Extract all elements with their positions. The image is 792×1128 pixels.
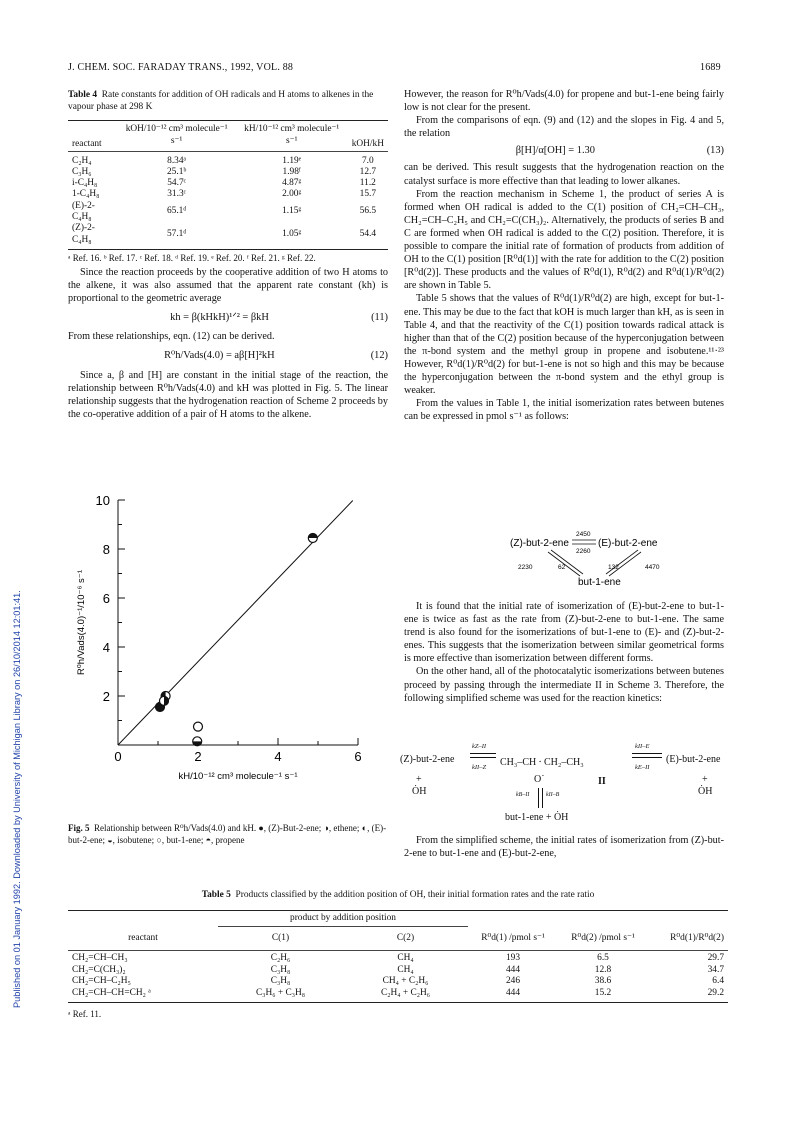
arrow [632,753,662,754]
table4-header: kOH/kH [351,139,384,150]
table-cell: 444 [505,987,521,998]
paragraph: From the reaction mechanism in Scheme 1, the product of series A is formed when OH radical is added to the C(1) position of CH₂=CH–CH₃, CH₂=CH–C₂H₅ and CH₂=C(CH₃)₂. Alternatively, the products of series B and C are formed when OH radical is added to the C(2) position. Therefore, it is possible to compare the initial rate of formation of products from addition of OH to the C(1) position [R⁰d(1)] with the rate for addition to the C(2) position [R⁰d(2)]. These products and the values of R⁰d(1), R⁰d(2) and R⁰d(1)/R⁰d(2) are shown in Table 5. [404,188,724,292]
table-cell: 4.87ᵍ [282,178,302,189]
table4-footnote: ᵃ Ref. 16. ᵇ Ref. 17. ᶜ Ref. 18. ᵈ Ref. 19. ᵉ Ref. 20. ᶠ Ref. 21. ᵍ Ref. 22. [68,252,316,263]
table5 [68,890,728,1021]
data-point-isobutene [308,533,317,542]
table4-grid [68,121,388,246]
paragraph: From these relationships, eqn. (12) can be derived. [68,331,275,343]
table-cell: C₂H₄ [72,155,92,166]
y-axis-label: R⁰h/Vads(4.0)⁻¹/10⁻⁶ s⁻¹ [76,570,87,675]
arrow [632,757,662,758]
table-cell: 29.7 [707,953,724,963]
table-cell: CH₂=CH–CH=CH₂ ᵃ [72,987,151,998]
table-cell: (Z)-2-C₄H₈ [72,223,95,245]
rate-constant: kE–II [635,764,650,771]
table-cell: 8.34ᵃ [167,155,187,166]
table-row [68,167,388,178]
table5-header: R⁰d(1)/R⁰d(2) [670,932,724,943]
equation-number: (11) [371,312,388,324]
y-tick-label: 10 [95,493,110,508]
rate-e-to-b: 4470 [645,564,660,571]
table-cell: CH₄ + C₂H₆ [382,976,429,986]
table-cell: C₂H₆ [270,953,291,963]
table-cell: CH₂=C(CH₃)₂ [72,964,126,975]
table-cell: 15.2 [594,987,612,998]
table5-footnote: ᵃ Ref. 11. [68,1009,102,1019]
table4-header: kOH/10⁻¹² cm³ molecule⁻¹ s⁻¹ [125,124,228,146]
paragraph: However, the reason for R⁰h/Vads(4.0) for propene and but-1-ene being fairly low is not clear for the present. [404,89,724,114]
table-cell: 54.7ᶜ [167,178,187,189]
table-row [68,156,388,167]
table-cell: 12.7 [359,166,377,177]
plot-frame [118,500,358,745]
rate-e-to-z: 2260 [576,548,591,555]
equation-body: kh = β(kHkH)¹ᐟ² = βkH [170,312,269,324]
running-header: J. CHEM. SOC. FARADAY TRANS., 1992, VOL. 88 [68,62,294,73]
rate-b-to-e: 132 [608,564,619,571]
rate-constant: kZ–II [472,743,487,750]
table-row [68,965,728,977]
equation-body: β[H]/α[OH] = 1.30 [515,145,595,157]
paragraph: From the simplified scheme, the initial rates of isomerization from (Z)-but-2-ene to but-1-ene and (E)-but-2-ene, [404,835,724,860]
right-text-lower [404,600,724,705]
scheme-left-reactant: (Z)-but-2-ene [400,754,455,765]
table4-caption-text: Rate constants for addition of OH radicals and H atoms to alkenes in the vapour phase at 298 K [68,90,374,112]
table5-label: Table 5 [201,890,231,900]
table5-caption [68,890,728,902]
paragraph: On the other hand, all of the photocatalytic isomerizations between butenes proceed by passing through the intermediate II in Scheme 3. Therefore, the following simplified scheme was used for the reaction kinetics: [404,666,724,704]
rate-constant: kII–E [635,743,650,750]
marker-outline [194,722,203,731]
arrow-b-e [606,550,638,574]
table5-caption-text: Products classified by the addition position of OH, their initial formation rates and the rate ratio [235,890,595,900]
equation-number: (13) [706,145,724,157]
table-cell: C₃H₈ [270,976,291,986]
table-cell: 11.2 [359,178,376,189]
equation-12 [68,349,388,362]
table-cell: 65.1ᵈ [166,206,187,217]
table-cell: CH₂=CH–C₂H₅ [72,976,131,986]
paragraph: From the values in Table 1, the initial isomerization rates between butenes can be expressed in pmol s⁻¹ as follows: [404,398,724,423]
table-cell: C₂H₄ + C₂H₆ [380,987,431,998]
download-note[interactable]: Published on 01 January 1992. Downloaded by University of Michigan Library on 26/10/2014 12:01:41. [12,590,22,1008]
table-cell: 29.2 [707,987,724,998]
table-cell: 6.4 [712,976,724,986]
rate-constant: kB–II [516,792,530,798]
table-cell: C₃H₆ [72,166,92,177]
table-cell: 1.05ᵍ [282,228,302,239]
table5-header: C(1) [271,932,290,943]
table-cell: 57.1ᵈ [166,228,187,239]
x-tick-label: 2 [194,749,202,764]
figure-label: Fig. 5 [68,823,90,833]
equation-number: (12) [370,350,388,362]
table-row [68,953,728,965]
table4 [68,90,388,264]
table5-group-header: product by addition position [218,911,468,927]
y-tick-label: 6 [102,591,110,606]
table-cell: 38.6 [594,976,612,986]
table4-header: reactant [72,139,102,150]
arrow [542,788,543,808]
scheme-e-butene: (E)-but-2-ene [598,538,658,549]
paragraph: From the comparisons of eqn. (9) and (12) and the slopes in Fig. 4 and 5, the relation [404,115,724,140]
rate-constant: kII–B [546,792,560,798]
page-number: 1689 [700,62,721,73]
data-point--e-but-2-ene [160,696,169,705]
scheme-but-1-ene: but-1-ene [578,577,621,588]
table-cell: 1-C₄H₈ [72,189,100,200]
rate-b-to-z: 62 [558,564,566,571]
x-axis-label: kH/10⁻¹² cm³ molecule⁻¹ s⁻¹ [178,771,298,782]
right-text-final [404,834,724,860]
table-cell: 54.4 [359,228,377,239]
plus-sign: + [702,774,708,785]
table5-grid [68,911,728,1000]
scheme-intermediate: CH₃–CH ⸱ CH₂–CH₃ [500,757,584,768]
table-cell: 25.1ᵇ [166,166,187,177]
y-tick-label: 2 [102,689,110,704]
kinetic-scheme [400,740,740,812]
figure-caption-text: Relationship between R⁰h/Vads(4.0) and kH. ●, (Z)-But-2-ene; ◑, ethene; ◐, (E)-but-2-ene; ◒, isobutene; ○, but-1-ene; ◓, propene [68,823,387,845]
table5-header: reactant [128,932,158,943]
equation-13 [404,144,724,157]
table-cell: 1.15ᵍ [282,206,302,217]
arrow-z-b [548,552,580,576]
plus-sign: + [416,774,422,785]
y-tick-label: 4 [102,640,110,655]
figure-5-caption [68,823,388,846]
scheme-right-product: (E)-but-2-ene [666,754,721,765]
right-text [404,88,724,423]
table-row [68,976,728,988]
oh-radical: ȮH [698,786,713,797]
table-cell: (E)-2-C₄H₈ [72,200,95,222]
data-point-propene [193,737,202,746]
table5-header: C(2) [396,932,415,943]
table5-header: R⁰d(1) /pmol s⁻¹ [481,932,545,943]
x-tick-label: 0 [114,749,122,764]
table-cell: CH₄ [397,964,414,975]
paragraph: can be derived. This result suggests that the hydrogenation reaction on the catalyst surface is more effective than that leading to lower alkanes. [404,162,724,187]
rate-constant: kII–Z [472,764,487,771]
scheme-z-butene: (Z)-but-2-ene [510,538,569,549]
isomerization-scheme [500,526,680,596]
table-cell: 34.7 [707,964,724,975]
table-cell: C₃H₈ [270,964,291,975]
table5-header: R⁰d(2) /pmol s⁻¹ [571,932,635,943]
table4-caption [68,90,388,113]
table4-header: kH/10⁻¹² cm³ molecule⁻¹ s⁻¹ [244,124,340,146]
table-cell: 2.00ᵍ [282,189,302,200]
intermediate-label: II [598,776,606,787]
table-cell: 56.5 [359,206,377,217]
y-tick-label: 8 [102,542,110,557]
table-cell: i-C₄H₈ [72,178,98,189]
paragraph: Since a, β and [H] are constant in the initial stage of the reaction, the relationship between R⁰h/Vads(4.0) and kH was plotted in Fig. 5. The linear relationship suggests that the hydrogenation reaction of Scheme 2 proceeds by the co-operative addition of a pair of H atoms to the alkene. [68,369,388,420]
paragraph: It is found that the initial rate of isomerization of (E)-but-2-ene to but-1-ene is twice as fast as the rate from (Z)-but-2-ene to but-1-ene. The same trend is also found for the isomerizations of but-1-ene to (E)- and (Z)-but-2-enes. This suggests that the isomerization between similar geometrical forms is more effective than isomerization between different forms. [404,601,724,665]
table-row [68,988,728,1000]
rate-z-to-e: 2450 [576,531,591,538]
table-row [68,201,388,224]
table-row [68,223,388,246]
table-cell: 6.5 [597,953,609,963]
equation-11 [68,311,388,324]
oh-group: O˙ [534,774,545,785]
table-cell: 7.0 [361,155,374,166]
left-text [68,266,388,421]
arrow [538,788,539,808]
table-cell: 246 [505,976,521,986]
table4-label: Table 4 [68,90,98,100]
figure-5-chart [60,488,390,813]
table-cell: 31.3ᶜ [167,189,187,200]
arrow [470,753,496,754]
table-cell: 1.98ᶠ [282,166,301,177]
x-tick-label: 4 [274,749,282,764]
table-cell: 1.19ᵉ [282,155,302,166]
table-cell: C₃H₆ + C₃H₈ [255,987,306,998]
table-row [68,178,388,189]
table-cell: 444 [505,964,521,975]
oh-radical: ȮH [412,786,427,797]
equation-body: R⁰h/Vads(4.0) = aβ[H]²kH [164,350,275,362]
paragraph: Since the reaction proceeds by the cooperative addition of two H atoms to the alkene, it was also assumed that the apparent rate constant (kh) is proportional to the geometric average [68,267,388,305]
data-point-but-1-ene [194,722,203,731]
table-cell: 12.8 [594,964,612,975]
arrow [470,757,496,758]
table-cell: CH₂=CH–CH₃ [72,953,128,963]
download-watermark [0,168,20,1008]
scheme-bottom-product: but-1-ene + ȮH [505,812,569,823]
rate-z-to-b: 2230 [518,564,533,571]
table-cell: CH₄ [397,953,414,963]
table-cell: 15.7 [359,189,377,200]
table-row [68,189,388,200]
paragraph: Table 5 shows that the values of R⁰d(1)/R⁰d(2) are high, except for but-1-ene. This may be due to the fact that kOH is much larger than kH, as is seen in Table 4, and that the reactivity of the C(1) position towards radical attack is higher than that of the C(2) position because of the hyperconjugation between the π-bond system and the methyl group in propene and isobutene.¹¹·²³ However, R⁰d(1)/R⁰d(2) for but-1-ene is not so high and this may be because the hyperconjugation between the π-bond system and the ethyl group is weaker. [404,293,724,397]
x-tick-label: 6 [354,749,362,764]
table-cell: 193 [505,953,521,963]
